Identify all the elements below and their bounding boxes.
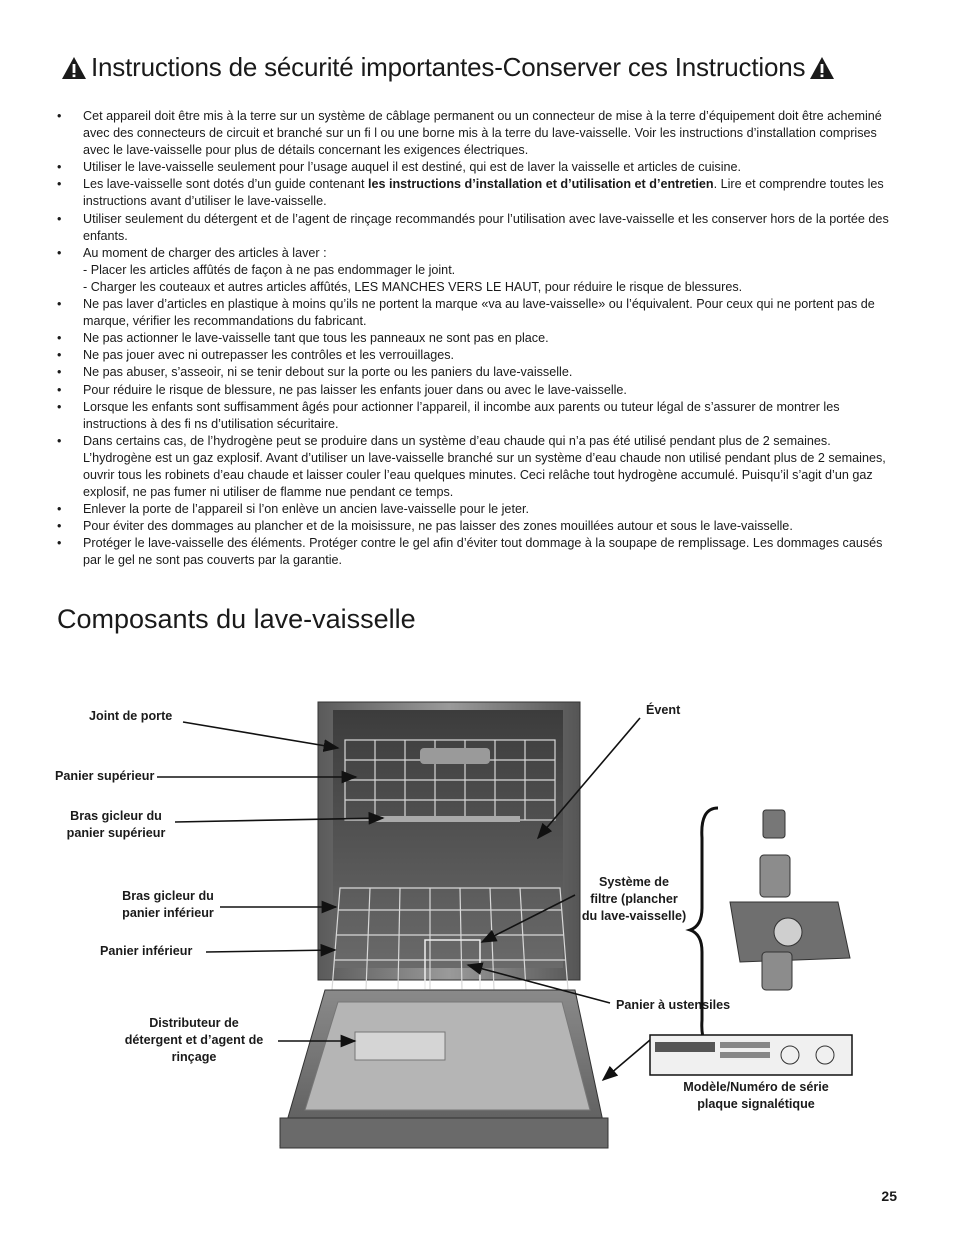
- bullet-item: • Pour réduire le risque de blessure, ne pas laisser les enfants jouer dans ou avec le lave-vaisselle.: [57, 382, 902, 399]
- bullet-item: • Protéger le lave-vaisselle des éléments. Protéger contre le gel afin d’éviter tout dommage à la soupape de remplissage. Les dommages causés par le gel ne sont pas couverts par la garantie.: [57, 535, 902, 569]
- label-door-seal: Joint de porte: [89, 709, 173, 723]
- bullet-item: • Cet appareil doit être mis à la terre sur un système de câblage permanent ou un connecteur de mise à la terre d’équipement doit être acheminé avec des connecteurs de circuit et branché sur un fi l ou une borne mis à la terre du lave-vaisselle. Voir les instructions d’installation comprises avec le lave-vaisselle pour plus de détails concernant les exigences électriques.: [57, 108, 902, 159]
- bullet-item: • Lorsque les enfants sont suffisamment âgés pour actionner l’appareil, il incombe aux parents ou tuteur légal de s’assurer de montrer les instructions à des fi ns d’utilisation sécuritaire.: [57, 399, 902, 433]
- bullet-item: • Ne pas actionner le lave-vaisselle tant que tous les panneaux ne sont pas en place.: [57, 330, 902, 347]
- safety-bullet-list: [57, 108, 902, 570]
- label-rating-plate: Modèle/Numéro de série plaque signalétique: [683, 1080, 829, 1111]
- safety-heading-text: Instructions de sécurité importantes-Conserver ces Instructions: [91, 52, 806, 82]
- label-upper-rack: Panier supérieur: [55, 769, 155, 783]
- label-vent: Évent: [646, 703, 681, 717]
- bullet-item: • Pour éviter des dommages au plancher et de la moisissure, ne pas laisser des zones mouillées autour et sous le lave-vaisselle.: [57, 518, 902, 535]
- warning-triangle-icon: [809, 56, 835, 80]
- bullet-item: • Ne pas abuser, s’asseoir, ni se tenir debout sur la porte ou les paniers du lave-vaisselle.: [57, 364, 902, 381]
- bullet-item: • Utiliser le lave-vaisselle seulement pour l’usage auquel il est destiné, qui est de laver la vaisselle et articles de cuisine.: [57, 159, 902, 176]
- filter-parts: [730, 810, 850, 990]
- label-utensil-basket: Panier à ustensiles: [616, 998, 731, 1012]
- label-upper-spray-arm: Bras gicleur du panier supérieur: [66, 809, 166, 840]
- dishwasher-diagram: [0, 640, 954, 1180]
- bullet-item: • Ne pas laver d’articles en plastique à moins qu’ils ne portent la marque «va au lave-vaisselle» ou l’équivalent. Pour ceux qui ne portent pas de marque, vérifier les recommandations du fabricant.: [57, 296, 902, 330]
- safety-heading: [57, 52, 897, 83]
- label-dispenser: Distributeur de détergent et d’agent de rinçage: [124, 1016, 264, 1064]
- bullet-item: • Ne pas jouer avec ni outrepasser les contrôles et les verrouillages.: [57, 347, 902, 364]
- bullet-item: • Au moment de charger des articles à laver : - Placer les articles affûtés de façon à ne pas endommager le joint. - Charger les couteaux et autres articles affûtés, LES MANCHES VERS LE HAUT, pour réduire le risque de blessures.: [57, 245, 902, 296]
- label-filter-system: Système de filtre (plancher du lave-vaisselle): [581, 875, 687, 923]
- page-number: 25: [881, 1188, 897, 1204]
- warning-triangle-icon: [61, 56, 87, 80]
- bullet-item: • Utiliser seulement du détergent et de l’agent de rinçage recommandés pour l’utilisation avec lave-vaisselle et les conserver hors de la portée des enfants.: [57, 211, 902, 245]
- bullet-item: • Les lave-vaisselle sont dotés d’un guide contenant les instructions d’installation et d’utilisation et d’entretien. Lire et comprendre toutes les instructions avant d’utiliser le lave-vaisselle.: [57, 176, 902, 210]
- label-lower-rack: Panier inférieur: [100, 944, 193, 958]
- bullet-item: • Enlever la porte de l’appareil si l’on enlève un ancien lave-vaisselle pour le jeter.: [57, 501, 902, 518]
- label-lower-spray-arm: Bras gicleur du panier inférieur: [122, 889, 214, 920]
- bullet-item: • Dans certains cas, de l’hydrogène peut se produire dans un système d’eau chaude qui n’a pas été utilisé pendant plus de 2 semaines. L’hydrogène est un gaz explosif. Avant d’utiliser un lave-vaisselle branché sur un système d’eau chaude non utilisé pendant plus de 2 semaines, ouvrir tous les robinets d’eau chaude et laisser couler l’eau quelques minutes. Ceci relâche tout hydrogène accumulé. Puisqu’il s’agit d’un gaz explosif, ne pas fumer ni utiliser de flamme nue pendant ce temps.: [57, 433, 902, 501]
- components-title: Composants du lave-vaisselle: [57, 604, 416, 634]
